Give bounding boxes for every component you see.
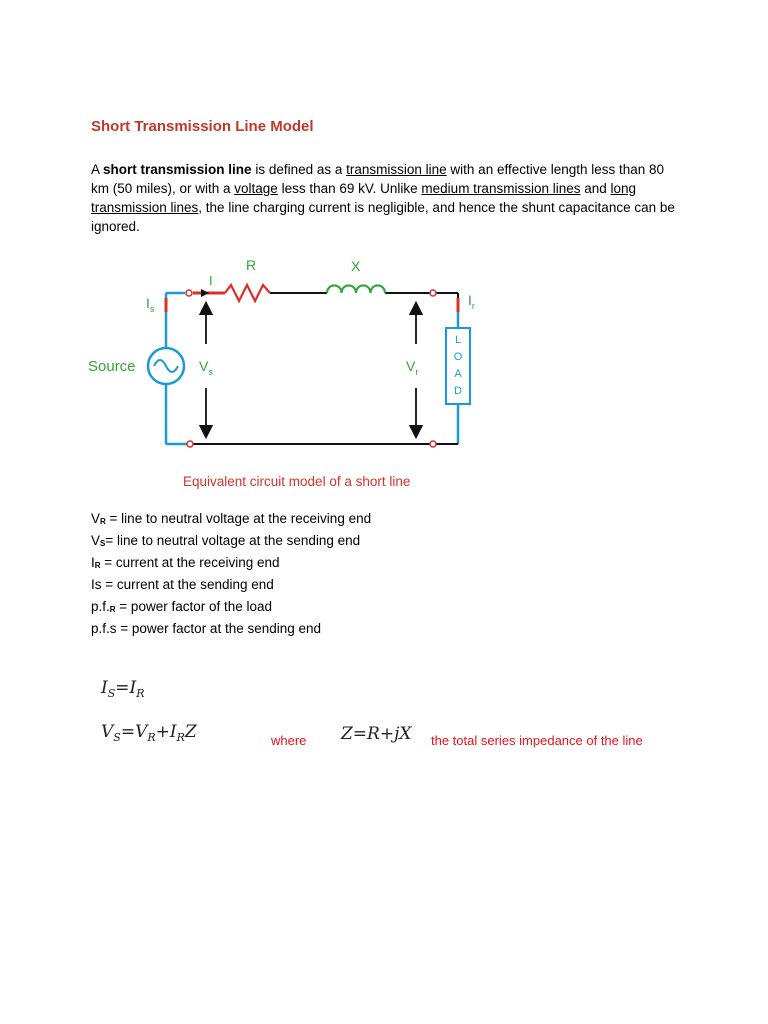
load-letter-a: A: [454, 368, 462, 380]
resistor-icon: [225, 285, 270, 301]
terminal-bottom-left: [187, 441, 193, 447]
definition-vs: VS= line to neutral voltage at the sending end: [91, 533, 361, 548]
where-label: where: [271, 733, 307, 748]
label-x: X: [351, 258, 361, 274]
definitions-list: [91, 509, 371, 641]
load-letter-l: L: [454, 334, 462, 346]
equation-impedance: Z=R+jX: [341, 724, 412, 744]
label-source: Source: [88, 358, 136, 375]
label-i: I: [209, 273, 213, 288]
definition-vr: VR = line to neutral voltage at the receiving end: [91, 511, 372, 526]
equation-voltage: $V_S=V_R+I_RZ$: [101, 722, 197, 744]
definition-is: Is = current at the sending end: [91, 577, 274, 592]
impedance-description: the total series impedance of the line: [431, 733, 643, 748]
bold-term: short transmission line: [103, 162, 252, 177]
link-voltage[interactable]: voltage: [234, 181, 278, 196]
definition-pfs: p.f.s = power factor at the sending end: [91, 621, 322, 636]
inductor-icon: [327, 285, 385, 293]
label-vr: $V_r$: [406, 358, 419, 377]
load-letter-d: D: [454, 385, 462, 397]
terminal-top-left: [186, 290, 192, 296]
circuit-diagram: [85, 248, 505, 498]
current-i-arrow: [201, 289, 209, 297]
definition-pfr: p.f.R = power factor of the load: [91, 599, 273, 614]
diagram-caption: Equivalent circuit model of a short line: [183, 474, 411, 489]
link-medium-transmission-lines[interactable]: medium transmission lines: [421, 181, 581, 196]
label-vs: $V_s$: [199, 358, 213, 377]
load-letter-o: O: [453, 351, 463, 363]
link-transmission-line[interactable]: transmission line: [346, 162, 447, 177]
label-ir: $I_r$: [468, 292, 475, 311]
terminal-top-right: [430, 290, 436, 296]
intro-paragraph: A short transmission line is defined as a transmission line with an effective length less than 80 km (50 miles), or with a voltage less than 69 kV. Unlike medium transmission lines and long transmission lines, the line charging current is negligible, and hence the shunt capacitance can be ignored.: [91, 162, 675, 234]
link-long-transmission-lines[interactable]: long transmission lines: [91, 181, 637, 215]
page-heading: Short Transmission Line Model: [91, 118, 314, 135]
label-is: $I_s$: [146, 295, 155, 314]
label-r: R: [246, 257, 257, 273]
definition-ir: IR = current at the receiving end: [91, 555, 280, 570]
terminal-bottom-right: [430, 441, 436, 447]
equation-current: $I_S=I_R$: [101, 678, 145, 700]
ac-source-icon: [148, 348, 184, 384]
